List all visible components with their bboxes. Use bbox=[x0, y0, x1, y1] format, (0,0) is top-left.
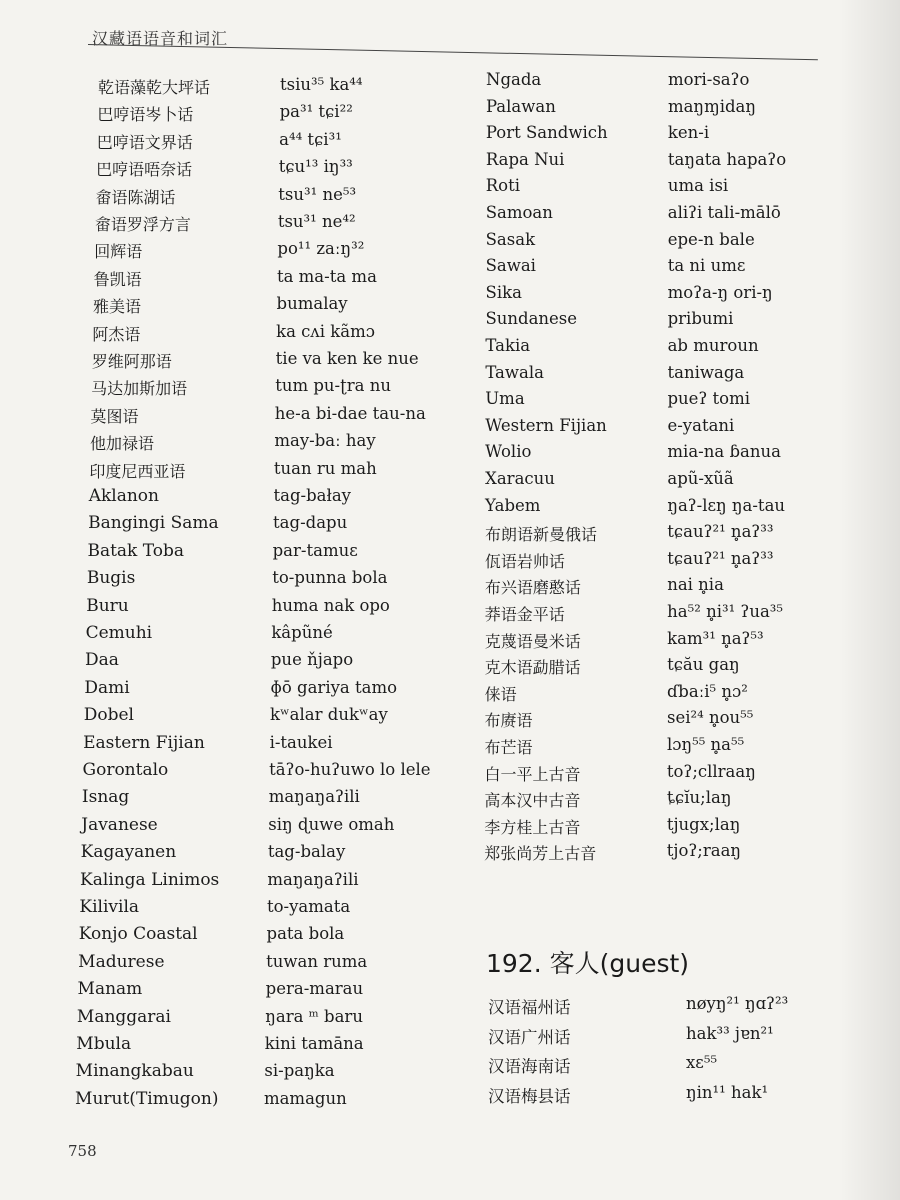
word-form: pribumi bbox=[667, 309, 734, 329]
word-form: tsu³¹ ne⁴² bbox=[277, 212, 356, 231]
word-form: maŋaŋaʔili bbox=[268, 787, 360, 807]
language-name: Cemuhi bbox=[85, 623, 153, 643]
word-form: ha⁵² n̥i³¹ ʔua³⁵ bbox=[667, 602, 784, 621]
word-form: kʷalar dukʷay bbox=[270, 705, 388, 725]
word-form: kini tamāna bbox=[264, 1034, 364, 1053]
word-form: tum pu-ʈra nu bbox=[275, 376, 391, 396]
language-name: Samoan bbox=[485, 203, 553, 222]
word-form: epe-n bale bbox=[667, 229, 755, 249]
language-name: Takia bbox=[485, 336, 531, 355]
language-name: 俫语 bbox=[484, 684, 517, 704]
language-name: Madurese bbox=[78, 951, 165, 972]
language-name: Dobel bbox=[83, 705, 134, 726]
word-form: ŋara ᵐ baru bbox=[265, 1006, 363, 1026]
word-form: tɕu¹³ iŋ³³ bbox=[278, 157, 353, 177]
word-form: ŋaʔ-lɛŋ ŋa-tau bbox=[667, 495, 786, 515]
language-name: Sika bbox=[485, 282, 522, 302]
language-name: Mbula bbox=[76, 1034, 132, 1054]
word-form: huma nak opo bbox=[271, 595, 390, 615]
word-form: may-baː hay bbox=[274, 431, 376, 451]
header-rule bbox=[88, 44, 818, 60]
word-form: mamagun bbox=[263, 1088, 347, 1108]
language-name: 莫图语 bbox=[90, 406, 139, 426]
language-name: 布赓语 bbox=[484, 711, 533, 731]
language-name: Isnag bbox=[81, 787, 130, 808]
word-form: pa³¹ tɕi²² bbox=[279, 102, 353, 122]
language-name: 李方桂上古音 bbox=[484, 817, 581, 837]
language-name: Manggarai bbox=[76, 1006, 171, 1027]
language-name: 汉语海南话 bbox=[488, 1057, 571, 1076]
language-name: Daa bbox=[84, 650, 119, 671]
word-form: hak³³ jɐn²¹ bbox=[686, 1023, 774, 1043]
language-name: 罗维阿那语 bbox=[91, 352, 172, 371]
language-name: 回辉语 bbox=[94, 242, 143, 262]
word-form: mia-na ɓanua bbox=[667, 442, 781, 462]
word-form: tɕău gaŋ bbox=[667, 655, 740, 675]
word-form: i-taukei bbox=[269, 732, 333, 752]
language-name: 雅美语 bbox=[93, 297, 142, 317]
language-name: 马达加斯加语 bbox=[91, 379, 188, 399]
word-form: tag-dapu bbox=[273, 513, 348, 533]
word-form: nai n̥ia bbox=[667, 575, 724, 595]
word-form: ɗbaːi⁵ n̥ɔ² bbox=[667, 681, 748, 701]
word-form: tjoʔ;raaŋ bbox=[666, 841, 742, 861]
running-header: 汉藏语语音和词汇 bbox=[92, 29, 229, 48]
language-name: 郑张尚芳上古音 bbox=[484, 844, 597, 864]
word-form: a⁴⁴ tɕi³¹ bbox=[279, 129, 342, 149]
word-form: ka cʌi kãmɔ bbox=[276, 321, 375, 341]
language-name: Sundanese bbox=[485, 309, 578, 329]
word-form: taŋata hapaʔo bbox=[667, 149, 787, 169]
page-shadow bbox=[840, 0, 900, 1200]
word-form: po¹¹ zaːŋ³² bbox=[277, 239, 365, 259]
language-name: Bugis bbox=[86, 568, 136, 589]
language-name: Sasak bbox=[485, 229, 536, 249]
language-name: Javanese bbox=[81, 814, 158, 835]
word-form: pueʔ tomi bbox=[667, 389, 751, 409]
language-name: 畲语陈湖话 bbox=[95, 187, 176, 207]
language-name: 他加禄语 bbox=[89, 434, 154, 454]
language-name: Aklanon bbox=[88, 486, 159, 506]
language-name: Kagayanen bbox=[80, 842, 177, 863]
language-name: Murut(Timugon) bbox=[75, 1088, 219, 1109]
word-form: apũ-xũã bbox=[667, 469, 734, 488]
language-name: Ngada bbox=[486, 70, 542, 89]
page-number: 758 bbox=[68, 1142, 97, 1160]
word-form: sei²⁴ n̥ou⁵⁵ bbox=[666, 708, 754, 728]
language-name: Eastern Fijian bbox=[83, 732, 205, 753]
language-name: Xaracuu bbox=[485, 469, 555, 488]
section-heading: 192. 客人(guest) bbox=[486, 949, 690, 978]
language-name: Wolio bbox=[485, 442, 532, 462]
language-name: Minangkabau bbox=[75, 1061, 194, 1082]
language-name: 巴哼语文界话 bbox=[96, 132, 193, 152]
language-name: Tawala bbox=[485, 362, 544, 382]
word-form: aliʔi tali-mālō bbox=[667, 203, 781, 222]
language-name: 乾语藻乾大坪话 bbox=[98, 78, 211, 97]
word-form: si-paŋka bbox=[264, 1061, 335, 1081]
word-form: ken-i bbox=[667, 123, 710, 143]
word-form: siŋ ɖuwe omah bbox=[268, 814, 395, 834]
language-name: 巴哼语岑卜话 bbox=[97, 105, 194, 125]
word-form: lɔŋ⁵⁵ n̥a⁵⁵ bbox=[666, 735, 745, 754]
word-form: pera-marau bbox=[265, 979, 364, 999]
word-form: tag-balay bbox=[267, 842, 346, 862]
word-form: mori-saʔo bbox=[668, 70, 750, 89]
language-name: Palawan bbox=[485, 96, 556, 116]
word-form: tuan ru mah bbox=[273, 458, 377, 478]
word-form: ab muroun bbox=[667, 336, 759, 355]
language-name: Port Sandwich bbox=[485, 123, 608, 143]
language-name: 白一平上古音 bbox=[484, 764, 581, 784]
language-name: Western Fijian bbox=[485, 415, 607, 435]
language-name: Kalinga Linimos bbox=[80, 869, 220, 890]
language-name: 汉语广州话 bbox=[488, 1027, 571, 1047]
language-name: 汉语福州话 bbox=[488, 998, 571, 1017]
word-form: maŋɱidaŋ bbox=[667, 96, 757, 116]
word-form: to-punna bola bbox=[272, 568, 388, 588]
word-form: bumalay bbox=[276, 294, 348, 314]
word-form: tag-bałay bbox=[273, 486, 351, 505]
word-form: he-a bi-dae tau-na bbox=[274, 403, 426, 423]
language-name: 高本汉中古音 bbox=[484, 791, 581, 811]
word-form: tsu³¹ ne⁵³ bbox=[278, 184, 357, 204]
word-form: uma isi bbox=[667, 176, 729, 196]
word-form: to-yamata bbox=[266, 897, 351, 916]
language-name: Manam bbox=[77, 979, 143, 1000]
word-form: tsiu³⁵ ka⁴⁴ bbox=[280, 75, 363, 94]
language-name: 佤语岩帅话 bbox=[484, 551, 565, 571]
language-name: 巴哼语唔奈话 bbox=[96, 160, 193, 180]
language-name: 鲁凯语 bbox=[93, 269, 142, 289]
word-form: e-yatani bbox=[667, 415, 735, 435]
word-form: pue ňjapo bbox=[270, 650, 354, 670]
word-form: ŋin¹¹ hak¹ bbox=[686, 1082, 769, 1102]
language-name: Uma bbox=[485, 389, 525, 409]
word-form: tuwan ruma bbox=[266, 951, 368, 971]
word-form: tāʔo-huʔuwo lo lele bbox=[269, 760, 431, 779]
word-form: xɛ⁵⁵ bbox=[686, 1053, 718, 1072]
language-name: 布朗语新曼俄话 bbox=[484, 525, 597, 545]
language-name: Roti bbox=[485, 176, 521, 196]
word-form: taniwaga bbox=[667, 362, 745, 382]
language-name: 布兴语磨憨话 bbox=[484, 578, 581, 598]
word-form: ta ni umɛ bbox=[667, 256, 746, 276]
language-name: 阿杰语 bbox=[92, 324, 141, 344]
word-form: par-tamuɛ bbox=[272, 540, 358, 560]
language-name: Batak Toba bbox=[87, 540, 185, 561]
word-form: ȶɕĭu;laŋ bbox=[666, 788, 732, 808]
language-name: Bangingi Sama bbox=[88, 513, 219, 534]
language-name: 汉语梅县话 bbox=[488, 1086, 571, 1106]
language-name: Yabem bbox=[485, 495, 541, 515]
language-name: 莽语金平话 bbox=[484, 605, 565, 624]
word-form: tɕauʔ²¹ n̥aʔ³³ bbox=[667, 548, 774, 568]
word-form: ɸō gariya tamo bbox=[270, 677, 398, 697]
word-form: tɕauʔ²¹ n̥aʔ³³ bbox=[667, 522, 774, 542]
language-name: 畲语罗浮方言 bbox=[94, 215, 191, 234]
language-name: Rapa Nui bbox=[485, 149, 565, 169]
word-form: tie va ken ke nue bbox=[275, 349, 419, 368]
word-form: moʔa-ŋ ori-ŋ bbox=[667, 282, 773, 302]
language-name: Buru bbox=[86, 595, 129, 616]
word-form: kâpũné bbox=[271, 623, 333, 642]
language-name: 克蔑语曼米话 bbox=[484, 631, 581, 651]
word-form: ta ma-ta ma bbox=[276, 266, 377, 286]
language-name: 布芒语 bbox=[484, 738, 533, 757]
language-name: Sawai bbox=[485, 256, 536, 276]
language-name: Dami bbox=[84, 677, 130, 698]
language-name: 印度尼西亚语 bbox=[89, 461, 186, 481]
word-form: maŋaŋaʔili bbox=[267, 869, 359, 889]
language-name: Konjo Coastal bbox=[78, 924, 198, 945]
word-form: kam³¹ n̥aʔ⁵³ bbox=[667, 628, 764, 648]
language-name: 克木语勐腊话 bbox=[484, 658, 581, 678]
word-form: nøyŋ²¹ ŋɑʔ²³ bbox=[686, 994, 789, 1013]
word-form: toʔ;cllraaŋ bbox=[666, 761, 756, 781]
word-form: pata bola bbox=[266, 924, 345, 944]
word-form: tjugx;laŋ bbox=[666, 814, 741, 834]
language-name: Gorontalo bbox=[82, 760, 169, 780]
language-name: Kilivila bbox=[79, 897, 140, 917]
